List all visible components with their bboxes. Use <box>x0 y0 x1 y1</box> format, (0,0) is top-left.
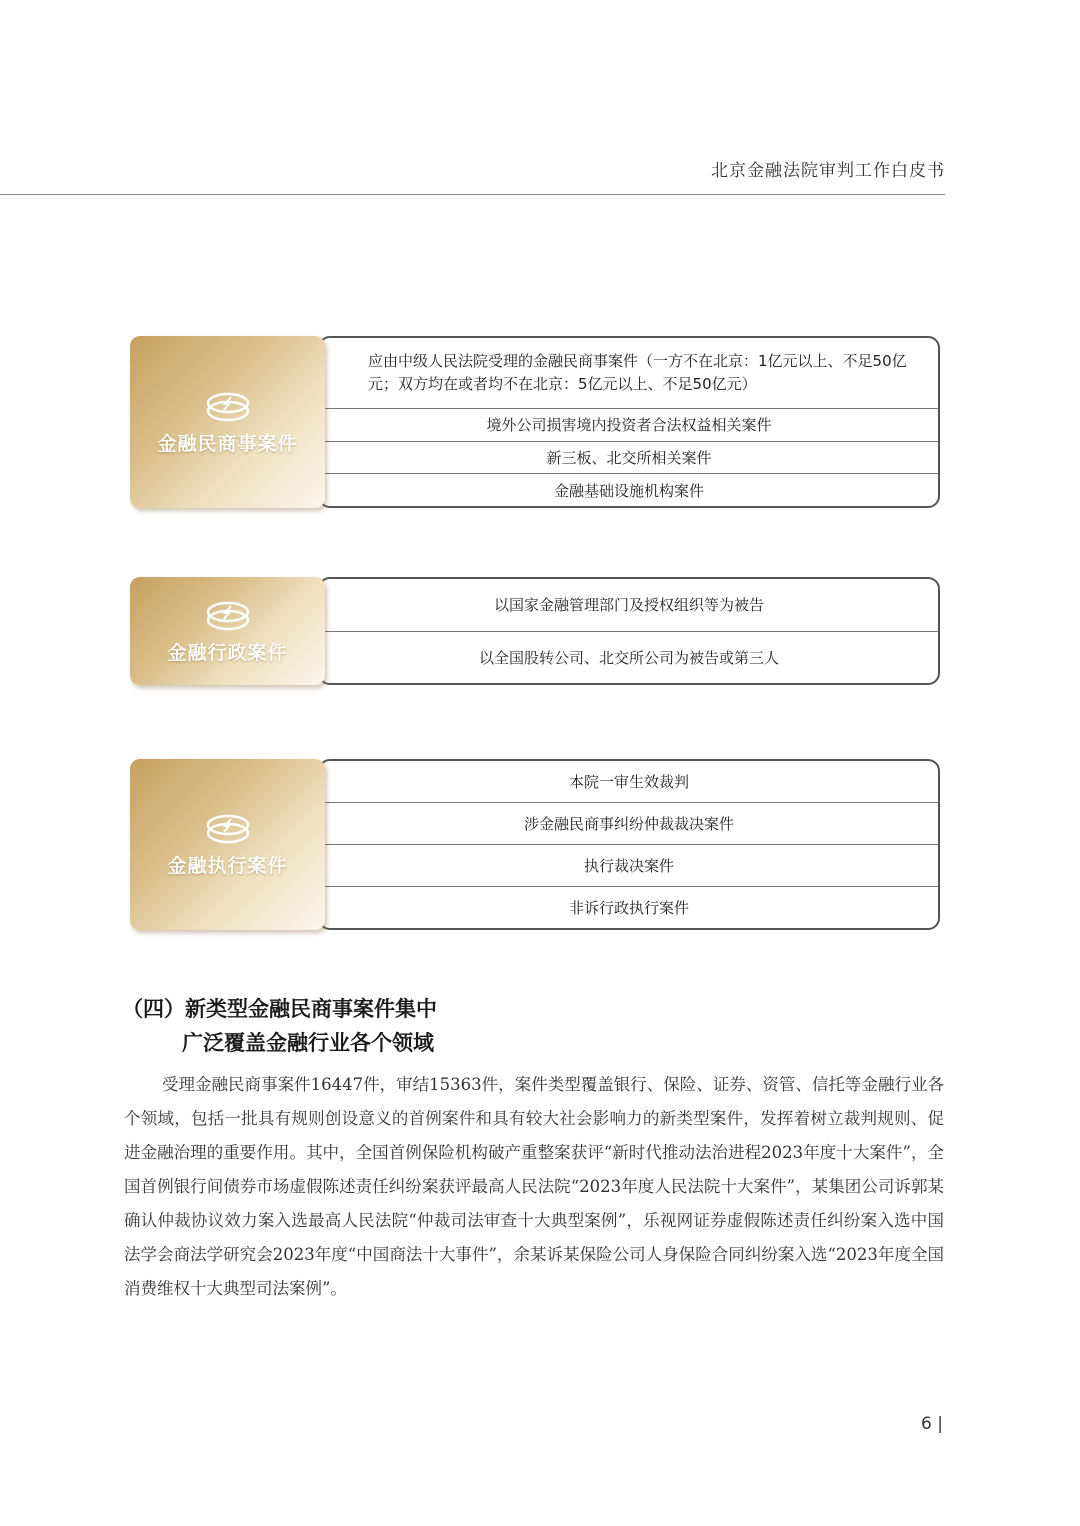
case-item: 金融基础设施机构案件 <box>553 481 704 500</box>
section-body-paragraph: 受理金融民商事案件16447件，审结15363件，案件类型覆盖银行、保险、证券、资管、信托等金融行业各个领域，包括一批具有规则创设意义的首例案件和具有较大社会影响力的新类型案件，发挥着树立裁判规则、促进金融治理的重要作用。其中，全国首例保险机构破产重整案获评“新时代推动法治进程2023年度十大案件”，全国首例银行间债券市场虚假陈述责任纠纷案获评最高人民法院“2023年度人民法院十大案件”，某集团公司诉郭某确认仲裁协议效力案入选最高人民法院“仲裁司法审查十大典型案例”，乐视网证券虚假陈述责任纠纷案入选中国法学会商法学研究会2023年度“中国商法十大事件”，余某诉某保险公司人身保险合同纠纷案入选“2023年度全国消费维权十大典型司法案例”。 <box>124 1075 944 1298</box>
category-label: 金融执行案件 <box>167 855 288 877</box>
case-item: 执行裁决案件 <box>320 845 938 887</box>
section-heading-line1: （四）新类型金融民商事案件集中 <box>122 997 437 1021</box>
case-item: 新三板、北交所相关案件 <box>320 442 938 475</box>
section-heading <box>122 992 437 1060</box>
coin-stack-icon <box>205 389 251 423</box>
category-card <box>130 759 325 930</box>
case-type-block-administrative <box>130 577 940 685</box>
case-items-list <box>318 336 940 508</box>
document-header-title: 北京金融法院审判工作白皮书 <box>711 161 945 181</box>
category-card <box>130 577 325 685</box>
case-items-list <box>318 759 940 930</box>
case-item: 以全国股转公司、北交所公司为被告或第三人 <box>478 648 779 667</box>
case-items-list <box>318 577 940 685</box>
header-divider <box>0 194 945 195</box>
case-item: 应由中级人民法院受理的金融民商事案件（一方不在北京：1亿元以上、不足50亿元；双方均在或者均不在北京：5亿元以上、不足50亿元） <box>320 338 938 409</box>
case-item: 非诉行政执行案件 <box>568 899 689 917</box>
coin-stack-icon <box>205 598 251 632</box>
case-item: 境外公司损害境内投资者合法权益相关案件 <box>320 409 938 442</box>
case-item: 以国家金融管理部门及授权组织等为被告 <box>320 579 938 632</box>
case-type-block-civil-commercial <box>130 336 940 508</box>
coin-stack-icon <box>205 811 251 845</box>
case-item: 涉金融民商事纠纷仲裁裁决案件 <box>320 803 938 845</box>
category-label: 金融行政案件 <box>167 641 288 664</box>
category-card <box>130 336 325 508</box>
section-heading-line2: 广泛覆盖金融行业各个领域 <box>182 1031 434 1055</box>
page-number: 6 | <box>921 1414 943 1434</box>
category-label: 金融民商事案件 <box>157 432 298 455</box>
case-type-block-enforcement <box>130 759 940 930</box>
case-item: 本院一审生效裁判 <box>320 761 938 803</box>
